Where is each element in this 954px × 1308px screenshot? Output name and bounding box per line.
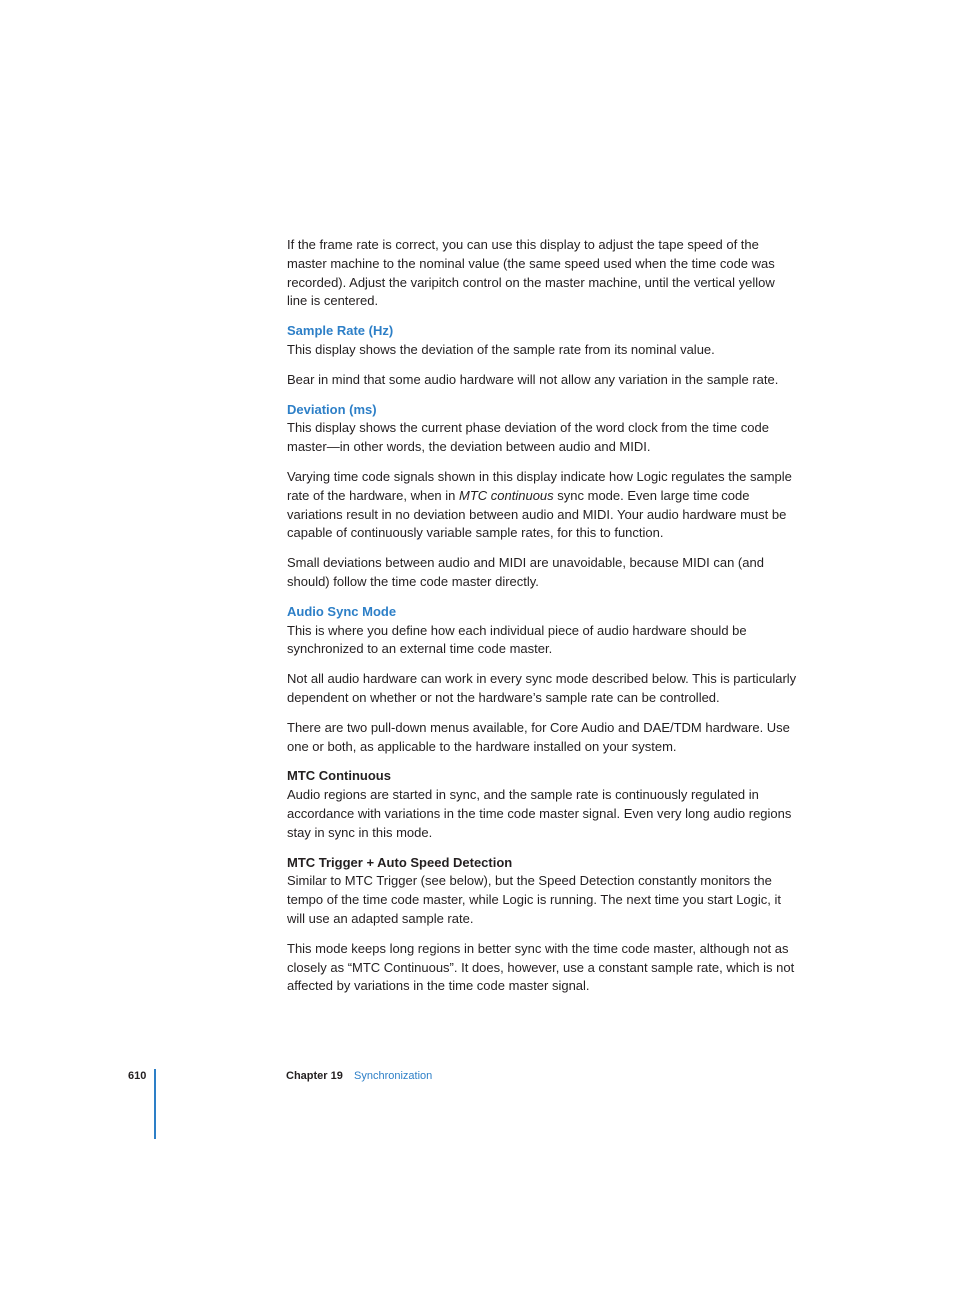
footer-chapter-label: Chapter 19 xyxy=(286,1070,343,1082)
audio-sync-paragraph-3: There are two pull-down menus available, for Core Audio and DAE/TDM hardware. Use one or both, as applicable to the hardware installed on your system. xyxy=(287,719,790,754)
deviation-p2-text-a: Varying time code signals shown in this display indicate how Logic regulates the sample rate of the hardware, when in xyxy=(287,468,792,503)
mtc-trigger-heading: MTC Trigger + Auto Speed Detection xyxy=(287,854,513,870)
sample-rate-paragraph-2: Bear in mind that some audio hardware will not allow any variation in the sample rate. xyxy=(287,371,779,387)
mtc-trigger-paragraph-2: This mode keeps long regions in better sync with the time code master, although not as closely as “MTC Continuous”. It does, however, use a constant sample rate, which is not affected by variations in the time code master signal. xyxy=(287,940,795,994)
deviation-p2-emphasis: MTC continuous xyxy=(459,487,554,503)
page-number: 610 xyxy=(128,1070,147,1082)
deviation-p2-text-b: sync mode. Even large time code variations result in no deviation between audio and MIDI. Your audio hardware must be capable of continuously variable sample rates, for this to function. xyxy=(287,487,787,541)
mtc-trigger-paragraph-1: Similar to MTC Trigger (see below), but the Speed Detection constantly monitors the tempo of the time code master, while Logic is running. The next time you start Logic, it will use an adapted sample rate. xyxy=(287,873,782,926)
mtc-continuous-paragraph: Audio regions are started in sync, and the sample rate is continuously regulated in accordance with variations in the time code master signal. Even very long audio regions stay in sync in this mode. xyxy=(287,787,792,840)
deviation-paragraph-3: Small deviations between audio and MIDI are unavoidable, because MIDI can (and should) follow the time code master directly. xyxy=(287,555,764,589)
page-body xyxy=(287,236,797,1007)
audio-sync-paragraph-1: This is where you define how each individual piece of audio hardware should be synchronized to an external time code master. xyxy=(287,622,747,657)
intro-paragraph: If the frame rate is correct, you can use this display to adjust the tape speed of the master machine to the nominal value (the same speed used when the time code was recorded). Adjust the varipitch control on the master machine, until the vertical yellow line is centered. xyxy=(287,237,775,309)
audio-sync-heading: Audio Sync Mode xyxy=(287,603,397,619)
audio-sync-paragraph-2: Not all audio hardware can work in every sync mode described below. This is particularly dependent on whether or not the hardware’s sample rate can be controlled. xyxy=(287,671,797,705)
deviation-paragraph-2 xyxy=(287,468,797,543)
deviation-heading: Deviation (ms) xyxy=(287,401,377,417)
footer-chapter-title: Synchronization xyxy=(354,1070,433,1082)
sample-rate-heading: Sample Rate (Hz) xyxy=(287,323,394,339)
deviation-paragraph-1: This display shows the current phase deviation of the word clock from the time code master—in other words, the deviation between audio and MIDI. xyxy=(287,420,769,455)
sample-rate-paragraph-1: This display shows the deviation of the sample rate from its nominal value. xyxy=(287,341,715,357)
mtc-continuous-heading: MTC Continuous xyxy=(287,768,391,784)
footer-divider xyxy=(154,1069,156,1139)
